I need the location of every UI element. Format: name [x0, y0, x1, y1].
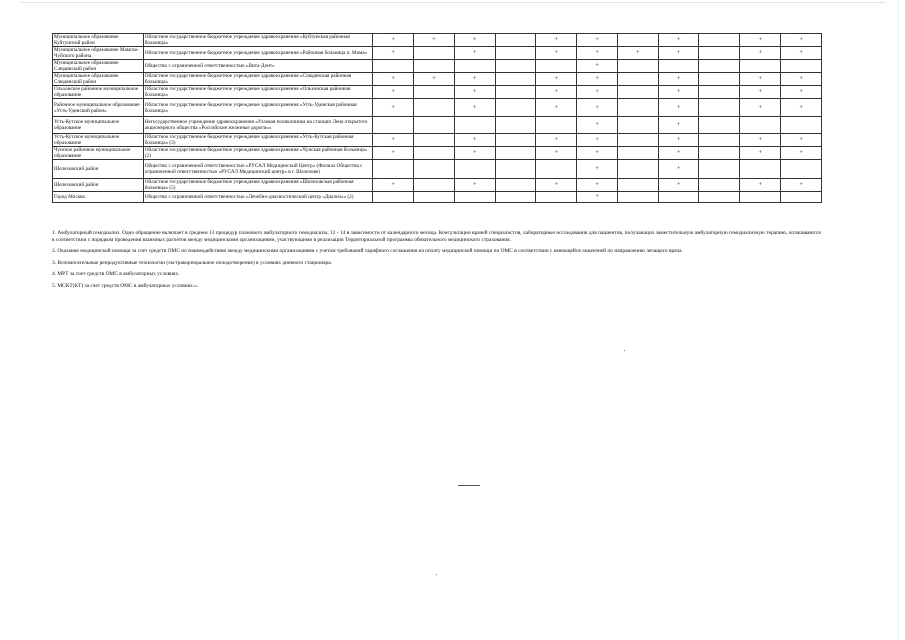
service-mark-cell	[495, 86, 536, 99]
service-mark-cell: +	[781, 47, 822, 60]
service-mark-cell: +	[577, 86, 618, 99]
service-mark-cell: +	[414, 34, 455, 47]
service-mark-cell	[699, 47, 740, 60]
service-mark-cell	[699, 60, 740, 73]
service-mark-cell: +	[373, 134, 414, 147]
service-mark-cell	[699, 147, 740, 160]
service-mark-cell: +	[373, 47, 414, 60]
service-mark-cell: +	[536, 179, 577, 192]
footnote-1: 1. Амбулаторный гемодиализ. Одно обращение включает в среднем 13 процедур планового амбулаторного гемодиализа, 12 - 14 в зависимости от календарного месяца. Консультации врачей специалистов, лабораторные исследования для пациентов, получающих заместительную амбулаторную гемодиализную терапию, оплачиваются в соответствии с порядком проведения взаимных расчетов между медицинскими организациями, участвующими в реализации Территориальной программы обязательного медицинского страхования.	[52, 230, 821, 243]
service-mark-cell: +	[658, 134, 699, 147]
organization-cell: Областное государственное бюджетное учреждение здравоохранения «Слюдянская районная больница»	[143, 73, 372, 86]
service-mark-cell	[699, 73, 740, 86]
service-mark-cell	[454, 192, 495, 203]
service-mark-cell: +	[577, 99, 618, 117]
organization-cell: Общество с ограниченной ответственностью «Вита-Дент»	[143, 60, 372, 73]
service-mark-cell: +	[577, 160, 618, 179]
service-mark-cell: +	[740, 34, 781, 47]
table-row	[53, 73, 822, 86]
service-mark-cell: +	[454, 99, 495, 117]
service-mark-cell	[536, 60, 577, 73]
service-mark-cell	[740, 192, 781, 203]
service-mark-cell	[617, 99, 658, 117]
service-mark-cell: +	[781, 73, 822, 86]
service-mark-cell: +	[658, 86, 699, 99]
organization-cell: Областное государственное бюджетное учреждение здравоохранения «Ольхонская районная больница»	[143, 86, 372, 99]
service-mark-cell	[495, 179, 536, 192]
organizations-table	[52, 33, 822, 203]
scan-edge-line	[20, 2, 885, 3]
service-mark-cell: +	[781, 134, 822, 147]
service-mark-cell	[373, 60, 414, 73]
service-mark-cell	[414, 117, 455, 134]
service-mark-cell: +	[414, 73, 455, 86]
service-mark-cell	[617, 86, 658, 99]
service-mark-cell: +	[454, 73, 495, 86]
service-mark-cell: +	[781, 99, 822, 117]
service-mark-cell: +	[658, 179, 699, 192]
service-mark-cell	[495, 47, 536, 60]
service-mark-cell: +	[740, 99, 781, 117]
table-row	[53, 99, 822, 117]
service-mark-cell	[617, 73, 658, 86]
service-mark-cell	[740, 117, 781, 134]
service-mark-cell	[495, 34, 536, 47]
service-mark-cell	[373, 160, 414, 179]
service-mark-cell	[373, 117, 414, 134]
service-mark-cell: +	[454, 47, 495, 60]
scan-speck	[436, 574, 437, 575]
organization-cell: Областное государственное бюджетное учреждение здравоохранения «Усть-Кутская районная больница» (3)	[143, 134, 372, 147]
service-mark-cell: +	[536, 147, 577, 160]
service-mark-cell	[699, 134, 740, 147]
service-mark-cell	[617, 134, 658, 147]
service-mark-cell	[414, 192, 455, 203]
service-mark-cell: +	[577, 47, 618, 60]
municipality-cell: Муниципальное образование Куйтунский район	[53, 34, 144, 47]
service-mark-cell	[414, 47, 455, 60]
organization-cell: Общество с ограниченной ответственностью «Лечебно-диагностический центр «Диализ»» (2)	[143, 192, 372, 203]
footnote-5: 5. МСКТ(КТ) за счет средств ОМС в амбулаторных условиях.».	[52, 282, 199, 289]
organization-cell: Общество с ограниченной ответственностью «РУСАЛ Медицинский Центр» (Филиал Общества с ограниченной ответственностью «РУСАЛ Медицинский центр» в г. Шелехове)	[143, 160, 372, 179]
service-mark-cell	[495, 73, 536, 86]
service-mark-cell: +	[781, 147, 822, 160]
footnote-2: 2. Оказание медицинской помощи за счет средств ОМС по взаимодействию между медицинскими организациями с учетом требований тарифного соглашения на оплату медицинской помощи по ОМС в соответствии с имеющейся лицензией по направлению лечащего врача.	[52, 248, 683, 254]
service-mark-cell	[699, 192, 740, 203]
service-mark-cell	[658, 60, 699, 73]
service-mark-cell	[536, 160, 577, 179]
service-mark-cell	[617, 60, 658, 73]
municipality-cell: Город Москва	[53, 192, 144, 203]
service-mark-cell	[699, 86, 740, 99]
service-mark-cell	[454, 117, 495, 134]
service-mark-cell: +	[617, 47, 658, 60]
service-mark-cell	[781, 117, 822, 134]
municipality-cell: Муниципальное образование Слюдянский район	[53, 73, 144, 86]
service-mark-cell: +	[740, 73, 781, 86]
service-mark-cell: +	[577, 179, 618, 192]
municipality-cell: Усть-Кутское муниципальное образование	[53, 134, 144, 147]
municipality-cell: Муниципальное образование Мамско-Чуйского района	[53, 47, 144, 60]
service-mark-cell	[414, 147, 455, 160]
municipality-cell: Районное муниципальное образование «Усть-Удинский район»	[53, 99, 144, 117]
service-mark-cell: +	[740, 86, 781, 99]
service-mark-cell: +	[536, 73, 577, 86]
service-mark-cell: +	[658, 160, 699, 179]
service-mark-cell: +	[454, 34, 495, 47]
service-mark-cell	[617, 192, 658, 203]
service-mark-cell: +	[658, 147, 699, 160]
municipality-cell: Чунское районное муниципальное образование	[53, 147, 144, 160]
table-row	[53, 34, 822, 47]
service-mark-cell	[414, 134, 455, 147]
service-mark-cell	[414, 179, 455, 192]
service-mark-cell: +	[577, 134, 618, 147]
service-mark-cell	[781, 192, 822, 203]
service-mark-cell: +	[740, 134, 781, 147]
table-row	[53, 60, 822, 73]
service-mark-cell: +	[536, 134, 577, 147]
service-mark-cell	[658, 192, 699, 203]
service-mark-cell: +	[577, 60, 618, 73]
service-mark-cell: +	[454, 147, 495, 160]
service-mark-cell	[414, 160, 455, 179]
service-mark-cell: +	[536, 34, 577, 47]
service-mark-cell	[495, 134, 536, 147]
service-mark-cell: +	[373, 179, 414, 192]
municipality-cell: Шелеховский район	[53, 179, 144, 192]
service-mark-cell	[699, 179, 740, 192]
service-mark-cell	[414, 99, 455, 117]
table-row	[53, 86, 822, 99]
service-mark-cell: +	[536, 86, 577, 99]
service-mark-cell: +	[781, 34, 822, 47]
service-mark-cell: +	[577, 192, 618, 203]
municipality-cell: Муниципальное образование Слюдянский район	[53, 60, 144, 73]
service-mark-cell	[617, 117, 658, 134]
table-row	[53, 147, 822, 160]
organization-cell: Областное государственное бюджетное учреждение здравоохранения «Чунская районная больница» (2)	[143, 147, 372, 160]
service-mark-cell	[454, 60, 495, 73]
service-mark-cell	[781, 160, 822, 179]
service-mark-cell	[495, 117, 536, 134]
service-mark-cell: +	[740, 179, 781, 192]
service-mark-cell: +	[577, 34, 618, 47]
service-mark-cell: +	[658, 117, 699, 134]
service-mark-cell	[536, 117, 577, 134]
service-mark-cell: +	[536, 99, 577, 117]
service-mark-cell	[699, 99, 740, 117]
service-mark-cell	[495, 60, 536, 73]
service-mark-cell: +	[536, 47, 577, 60]
service-mark-cell	[740, 160, 781, 179]
service-mark-cell: +	[454, 134, 495, 147]
service-mark-cell	[617, 160, 658, 179]
municipality-cell: Усть-Кутское муниципальное образование	[53, 117, 144, 134]
service-mark-cell	[495, 192, 536, 203]
table-row	[53, 160, 822, 179]
service-mark-cell	[781, 60, 822, 73]
service-mark-cell	[454, 160, 495, 179]
service-mark-cell: +	[740, 47, 781, 60]
footnote-4: 4. МРТ за счет средств ОМС в амбулаторных условиях.	[52, 271, 180, 277]
service-mark-cell	[495, 99, 536, 117]
service-mark-cell: +	[577, 73, 618, 86]
service-mark-cell: +	[658, 73, 699, 86]
service-mark-cell	[536, 192, 577, 203]
service-mark-cell: +	[454, 86, 495, 99]
scan-right-edge	[898, 0, 899, 640]
service-mark-cell: +	[373, 99, 414, 117]
service-mark-cell: +	[658, 34, 699, 47]
table-row	[53, 134, 822, 147]
stray-dash-mark	[458, 485, 480, 486]
service-mark-cell	[495, 147, 536, 160]
service-mark-cell	[617, 34, 658, 47]
service-mark-cell: +	[577, 117, 618, 134]
service-mark-cell: +	[658, 99, 699, 117]
service-mark-cell	[373, 192, 414, 203]
service-mark-cell: +	[577, 147, 618, 160]
organization-cell: Областное государственное бюджетное учреждение здравоохранения «Куйтунская районная больница»	[143, 34, 372, 47]
footnote-3: 3. Вспомогательные репродуктивные технологии (экстракорпоральное оплодотворение) в условиях дневного стационара.	[52, 259, 332, 266]
service-mark-cell: +	[373, 86, 414, 99]
service-mark-cell	[617, 179, 658, 192]
organization-cell: Негосударственное учреждение здравоохранения «Узловая поликлиника на станции Лена открытого акционерного общества «Российские железные дороги»»	[143, 117, 372, 134]
service-mark-cell: +	[373, 73, 414, 86]
service-mark-cell: +	[658, 47, 699, 60]
table-row	[53, 117, 822, 134]
service-mark-cell	[414, 86, 455, 99]
service-mark-cell: +	[373, 34, 414, 47]
municipality-cell: Шелеховский район	[53, 160, 144, 179]
service-mark-cell	[495, 160, 536, 179]
service-mark-cell	[617, 147, 658, 160]
service-mark-cell: +	[781, 86, 822, 99]
organization-cell: Областное государственное бюджетное учреждение здравоохранения «Шелеховская районная больница» (5)	[143, 179, 372, 192]
table-row	[53, 47, 822, 60]
table-row	[53, 179, 822, 192]
service-mark-cell	[414, 60, 455, 73]
service-mark-cell	[699, 34, 740, 47]
service-mark-cell	[699, 160, 740, 179]
table-row	[53, 192, 822, 203]
organization-cell: Областное государственное бюджетное учреждение здравоохранения «Усть-Удинская районная больница»	[143, 99, 372, 117]
service-mark-cell: +	[454, 179, 495, 192]
service-mark-cell: +	[740, 147, 781, 160]
service-mark-cell: +	[373, 147, 414, 160]
service-mark-cell	[740, 60, 781, 73]
service-mark-cell	[699, 117, 740, 134]
footnotes	[52, 230, 822, 294]
municipality-cell: Ольхонское районное муниципальное образование	[53, 86, 144, 99]
scan-speck	[624, 350, 625, 351]
service-mark-cell: +	[781, 179, 822, 192]
organization-cell: Областное государственное бюджетное учреждение здравоохранения «Районная больница п. Мама»	[143, 47, 372, 60]
